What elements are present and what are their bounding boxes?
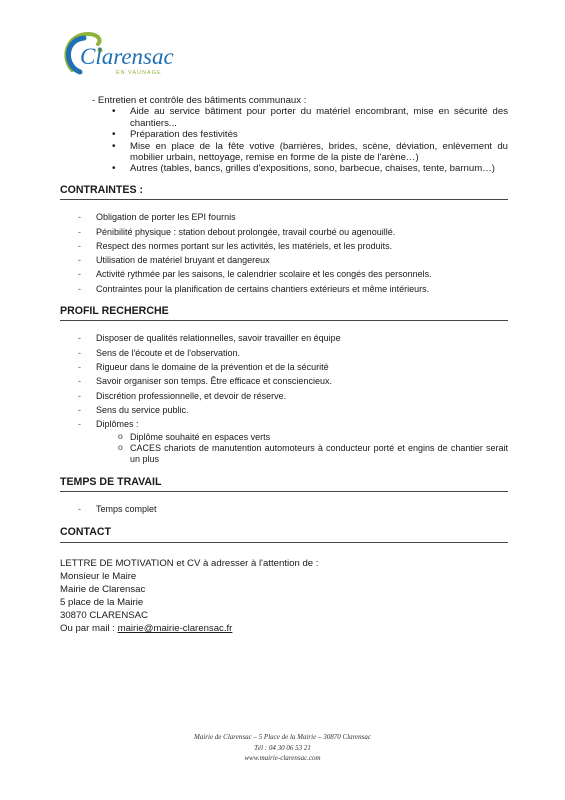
- mail-prefix: Ou par mail :: [60, 622, 118, 634]
- profil-list: [78, 331, 508, 465]
- sub-list-item: o CACES chariots de manutention automoteurs à conducteur porté et engins de chantier serait un plus: [118, 443, 508, 466]
- contact-organization: Mairie de Clarensac: [60, 583, 146, 595]
- list-item: - Activité rythmée par les saisons, le calendrier scolaire et les congés des personnels.: [78, 267, 508, 281]
- footer-website: www.mairie-clarensac.com: [244, 754, 321, 762]
- intro-section: [60, 95, 508, 175]
- list-item: - Temps complet: [78, 502, 508, 516]
- intro-bullets: [122, 106, 508, 174]
- logo-tagline: EN VAUNAGE: [116, 70, 162, 76]
- list-item: - Sens de l'écoute et de l'observation.: [78, 346, 508, 360]
- contact-heading: CONTACT: [60, 527, 508, 542]
- footer-phone: Tél : 04 30 06 53 21: [254, 743, 311, 752]
- diplomes-list: [118, 432, 508, 466]
- list-item: - Disposer de qualités relationnelles, savoir travailler en équipe: [78, 331, 508, 345]
- list-item: - Savoir organiser son temps. Être efficace et consciencieux.: [78, 374, 508, 388]
- list-item: - Obligation de porter les EPI fournis: [78, 210, 508, 224]
- list-item: • Autres (tables, bancs, grilles d'expositions, sono, barbecue, chaises, tente, barnum…): [122, 163, 508, 174]
- intro-line: - Entretien et contrôle des bâtiments communaux :: [92, 95, 307, 106]
- contraintes-list: [78, 210, 508, 296]
- list-item: • Préparation des festivités: [122, 129, 508, 140]
- list-item: - Utilisation de matériel bruyant et dangereux: [78, 253, 508, 267]
- temps-heading: TEMPS DE TRAVAIL: [60, 477, 508, 492]
- page-footer: [0, 732, 565, 764]
- list-item: • Mise en place de la fête votive (barrières, brides, scène, déviation, enlèvement du mobilier urbain, nettoyage, remise en forme de la piste de l'arène…): [122, 141, 508, 164]
- list-item: - Pénibilité physique : station debout prolongée, travail courbé ou agenouillé.: [78, 225, 508, 239]
- list-item: - Sens du service public.: [78, 403, 508, 417]
- contact-recipient: Monsieur le Maire: [60, 570, 137, 582]
- clarensac-logo: [58, 26, 178, 84]
- list-item: - Rigueur dans le domaine de la prévention et de la sécurité: [78, 360, 508, 374]
- contact-street: 5 place de la Mairie: [60, 596, 144, 608]
- contact-mail-line: [60, 622, 508, 635]
- contraintes-heading: CONTRAINTES :: [60, 185, 508, 200]
- profil-heading: PROFIL RECHERCHE: [60, 306, 508, 321]
- sub-list-item: o Diplôme souhaité en espaces verts: [118, 432, 508, 443]
- document-body: [60, 95, 508, 635]
- logo-wordmark: Clarensac: [80, 44, 174, 69]
- list-item: - Respect des normes portant sur les activités, les matériels, et les produits.: [78, 239, 508, 253]
- footer-address: Mairie de Clarensac – 5 Place de la Mairie – 30870 Clarensac: [194, 733, 371, 741]
- temps-list: [78, 502, 508, 516]
- list-item: • Aide au service bâtiment pour porter du matériel encombrant, mise en sécurité des chantiers...: [122, 106, 508, 129]
- contact-block: [60, 557, 508, 635]
- list-item-diplomes: [78, 417, 508, 466]
- diplomes-label: Diplômes :: [96, 419, 139, 430]
- list-item: - Discrétion professionnelle, et devoir de réserve.: [78, 389, 508, 403]
- email-link[interactable]: mairie@mairie-clarensac.fr: [117, 622, 233, 634]
- contact-line: LETTRE DE MOTIVATION et CV à adresser à l'attention de :: [60, 557, 319, 569]
- contact-city: 30870 CLARENSAC: [60, 609, 148, 621]
- list-item: - Contraintes pour la planification de certains chantiers extérieurs et même intérieurs.: [78, 282, 508, 296]
